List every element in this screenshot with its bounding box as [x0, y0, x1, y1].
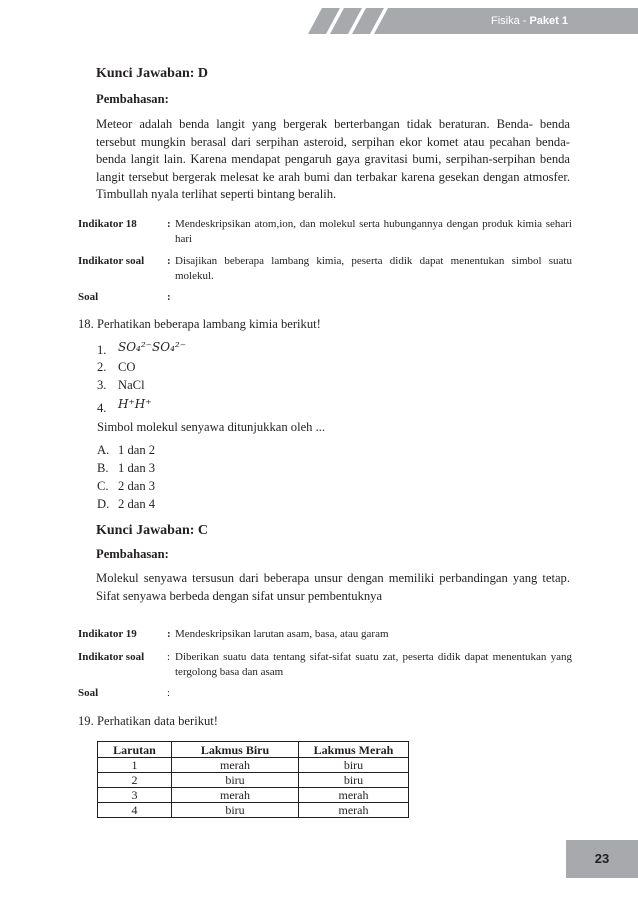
indicator-soal-18: Indikator soal : Disajikan beberapa lambang kimia, peserta didik dapat menentukan simbol suatu molekul. [78, 255, 572, 282]
table-cell: 1 [98, 758, 172, 773]
table-row [98, 803, 409, 818]
header-larutan: Larutan [98, 742, 172, 758]
table-row [98, 773, 409, 788]
table-cell: biru [299, 758, 409, 773]
table-cell: merah [172, 788, 299, 803]
question-18-number: 18. [78, 317, 94, 331]
litmus-data-table [97, 741, 409, 818]
table-row [98, 758, 409, 773]
table-cell: biru [299, 773, 409, 788]
indicator-19: Indikator 19 : Mendeskripsikan larutan asam, basa, atau garam [78, 628, 389, 640]
explanation-17: Meteor adalah benda langit yang bergerak berterbangan tidak beraturan. Benda- benda tersebut mungkin berasal dari serpihan asteroid, serpihan ekor komet atau pecahan benda-benda langit lain. Karena mendapat pengaruh gaya gravitasi bumi, serpihan-serpihan benda langit tersebut bergerak melesat ke arah bumi dan terbakar karena gesekan dengan atmosfer. Timbullah nyala terlihat seperti bintang beralih. [96, 117, 570, 201]
table-cell: merah [172, 758, 299, 773]
table-header-row [98, 742, 409, 758]
answer-key-17: Kunci Jawaban: D [96, 66, 209, 81]
header-title: Fisika - Paket 1 [490, 15, 568, 27]
table-cell: biru [172, 803, 299, 818]
table-cell: 3 [98, 788, 172, 803]
question-19-stem: Perhatikan data berikut! [97, 714, 218, 728]
table-cell: merah [299, 788, 409, 803]
explanation-18: Molekul senyawa tersusun dari beberapa unsur dengan memiliki perbandingan yang tetap. Sifat senyawa berbeda dengan sifat unsur pembentuknya [96, 571, 570, 603]
indicator-soal-19: Indikator soal : Diberikan suatu data tentang sifat-sifat suatu zat, peserta didik dapat menentukan yang tergolong basa dan asam [78, 651, 572, 678]
table-row [98, 788, 409, 803]
header-lakmus-merah: Lakmus Merah [299, 742, 409, 758]
table-cell: merah [299, 803, 409, 818]
question-19-number: 19. [78, 714, 94, 728]
question-18-stem: Perhatikan beberapa lambang kimia berikut! [97, 317, 321, 331]
header-lakmus-biru: Lakmus Biru [172, 742, 299, 758]
explanation-title-17: Pembahasan: [96, 92, 169, 106]
answer-key-18: Kunci Jawaban: C [96, 523, 209, 538]
explanation-title-18: Pembahasan: [96, 547, 169, 561]
table-cell: biru [172, 773, 299, 788]
page-number: 23 [566, 840, 638, 878]
indicator-18: Indikator 18 : Mendeskripsikan atom,ion, dan molekul serta hubungannya dengan produk kimia sehari hari [78, 218, 572, 245]
question-18-prompt: Simbol molekul senyawa ditunjukkan oleh ... [97, 420, 326, 434]
table-cell: 2 [98, 773, 172, 788]
table-cell: 4 [98, 803, 172, 818]
